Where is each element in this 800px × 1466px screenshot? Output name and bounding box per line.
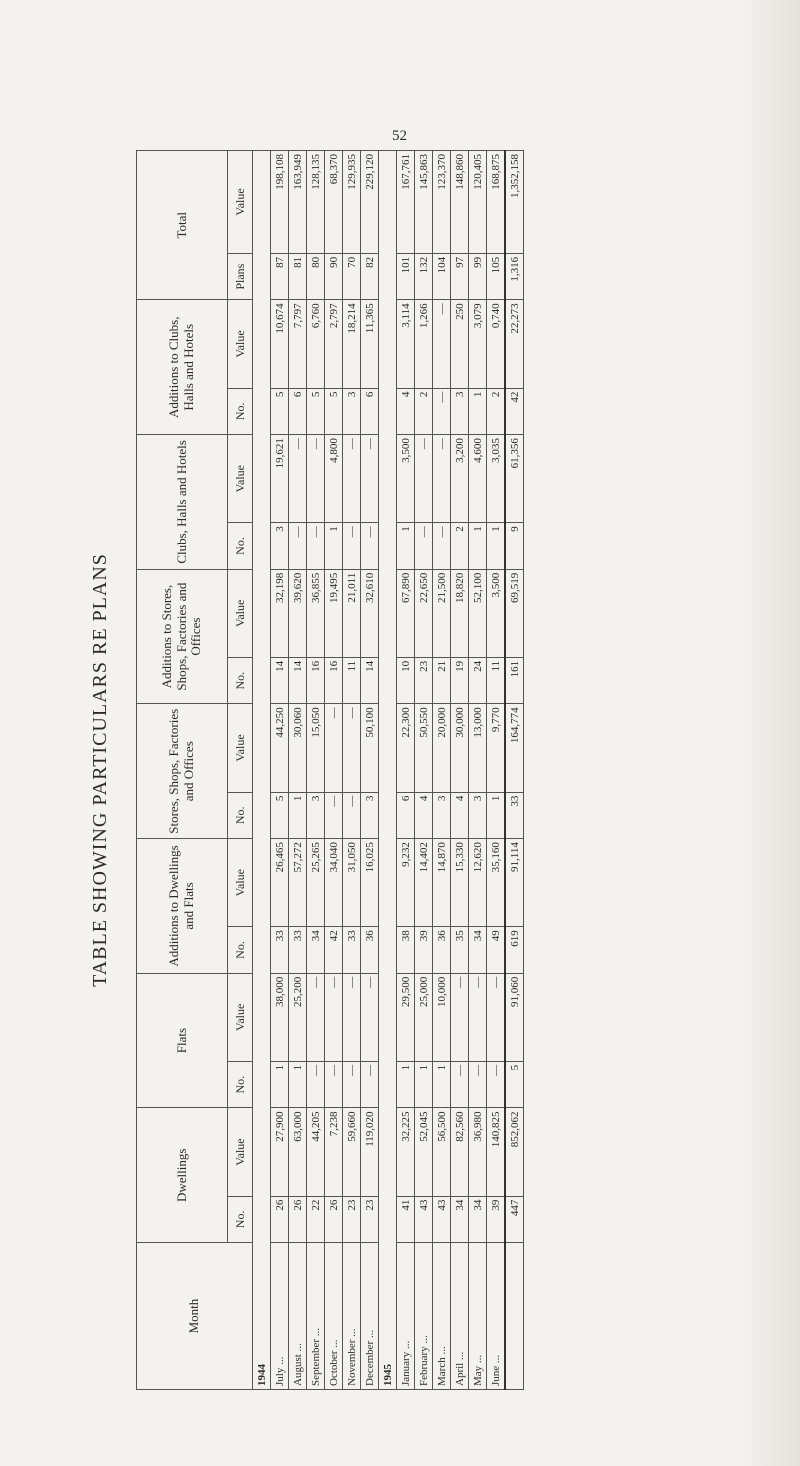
table-cell: 36 xyxy=(433,927,451,974)
table-cell: — xyxy=(469,973,487,1061)
table-cell: 3,114 xyxy=(397,300,415,388)
table-cell: 35 xyxy=(451,927,469,974)
table-cell: — xyxy=(451,1061,469,1108)
total-cell: 619 xyxy=(505,927,524,974)
table-cell: 23 xyxy=(361,1196,379,1243)
value-header: Value xyxy=(228,300,253,388)
total-cell: 69,519 xyxy=(505,569,524,657)
table-cell: — xyxy=(343,1061,361,1108)
table-cell: 18,214 xyxy=(343,300,361,388)
group-header: Dwellings xyxy=(137,1108,228,1243)
no-header: No. xyxy=(228,523,253,570)
table-cell: 30,060 xyxy=(289,704,307,792)
table-cell: 16,025 xyxy=(361,839,379,927)
table-cell: 250 xyxy=(451,300,469,388)
table-cell: 27,900 xyxy=(271,1108,289,1196)
table-cell: 70 xyxy=(343,253,361,300)
table-cell: — xyxy=(415,523,433,570)
total-cell: 9 xyxy=(505,523,524,570)
group-header: Clubs, Halls and Hotels xyxy=(137,435,228,570)
table-row xyxy=(415,151,433,1390)
table-cell: 16 xyxy=(325,657,343,704)
table-cell: — xyxy=(343,973,361,1061)
table-cell: — xyxy=(433,388,451,435)
month-cell: May ... xyxy=(469,1243,487,1390)
table-cell: 67,890 xyxy=(397,569,415,657)
table-cell: 229,120 xyxy=(361,151,379,254)
table-row xyxy=(487,151,506,1390)
table-cell: 82,560 xyxy=(451,1108,469,1196)
table-cell: 101 xyxy=(397,253,415,300)
table-cell: 1,266 xyxy=(415,300,433,388)
value-header: Value xyxy=(228,839,253,927)
page-edge-shadow xyxy=(740,0,800,1466)
no-header: No. xyxy=(228,657,253,704)
table-cell: 5 xyxy=(271,792,289,839)
table-cell: 7,238 xyxy=(325,1108,343,1196)
table-cell: 5 xyxy=(271,388,289,435)
table-cell: 5 xyxy=(307,388,325,435)
table-cell: 97 xyxy=(451,253,469,300)
table-cell: 26 xyxy=(325,1196,343,1243)
table-caption: TABLE SHOWING PARTICULARS RE PLANS xyxy=(89,553,111,987)
table-cell: — xyxy=(325,1061,343,1108)
table-cell: 49 xyxy=(487,927,506,974)
table-cell: 35,160 xyxy=(487,839,506,927)
total-cell: 33 xyxy=(505,792,524,839)
table-cell: 1 xyxy=(289,1061,307,1108)
total-cell: 5 xyxy=(505,1061,524,1108)
table-cell: — xyxy=(361,973,379,1061)
group-header: Additions to Clubs, Halls and Hotels xyxy=(137,300,228,435)
table-cell: 19,495 xyxy=(325,569,343,657)
table-cell: 26 xyxy=(271,1196,289,1243)
table-cell: 4,800 xyxy=(325,435,343,523)
table-cell: 3 xyxy=(433,792,451,839)
value-header: Value xyxy=(228,704,253,792)
table-cell: 80 xyxy=(307,253,325,300)
table-cell: 6 xyxy=(289,388,307,435)
rotated-table-wrapper xyxy=(80,150,720,1390)
table-cell: — xyxy=(361,523,379,570)
table-cell: 1 xyxy=(289,792,307,839)
table-cell: 39,620 xyxy=(289,569,307,657)
table-cell: 198,108 xyxy=(271,151,289,254)
table-cell: 32,225 xyxy=(397,1108,415,1196)
table-cell: 14,870 xyxy=(433,839,451,927)
table-cell: 15,050 xyxy=(307,704,325,792)
table-cell: 22 xyxy=(307,1196,325,1243)
no-header: No. xyxy=(228,1196,253,1243)
table-cell: — xyxy=(487,1061,506,1108)
table-cell: 63,000 xyxy=(289,1108,307,1196)
table-cell: 59,660 xyxy=(343,1108,361,1196)
table-row xyxy=(307,151,325,1390)
total-cell: 852,062 xyxy=(505,1108,524,1196)
table-cell: 33 xyxy=(343,927,361,974)
table-cell: 34 xyxy=(451,1196,469,1243)
table-cell: 145,863 xyxy=(415,151,433,254)
table-cell: 23 xyxy=(415,657,433,704)
table-cell: 29,500 xyxy=(397,973,415,1061)
table-cell: 4,600 xyxy=(469,435,487,523)
table-cell: 19 xyxy=(451,657,469,704)
table-cell: 19,621 xyxy=(271,435,289,523)
table-cell: 21 xyxy=(433,657,451,704)
group-header: Stores, Shops, Factories and Offices xyxy=(137,704,228,839)
table-cell: 36,980 xyxy=(469,1108,487,1196)
table-cell: — xyxy=(307,973,325,1061)
table-cell: 1 xyxy=(325,523,343,570)
table-cell: 32,198 xyxy=(271,569,289,657)
total-cell: 1,316 xyxy=(505,253,524,300)
table-cell: 11 xyxy=(487,657,506,704)
group-header: Flats xyxy=(137,973,228,1108)
table-cell: 5 xyxy=(325,388,343,435)
table-cell: 1 xyxy=(487,792,506,839)
table-cell: 3 xyxy=(451,388,469,435)
table-cell: 167,761 xyxy=(397,151,415,254)
table-cell: 1 xyxy=(397,523,415,570)
table-cell: 13,000 xyxy=(469,704,487,792)
table-cell: 1 xyxy=(415,1061,433,1108)
table-cell: 25,200 xyxy=(289,973,307,1061)
table-cell: 81 xyxy=(289,253,307,300)
table-cell: 1 xyxy=(397,1061,415,1108)
total-cell: 1,352,158 xyxy=(505,151,524,254)
table-cell: 4 xyxy=(415,792,433,839)
table-cell: 163,949 xyxy=(289,151,307,254)
table-cell: 14 xyxy=(361,657,379,704)
table-cell: 4 xyxy=(451,792,469,839)
table-cell: — xyxy=(433,523,451,570)
month-cell: June ... xyxy=(487,1243,506,1390)
table-cell: 21,500 xyxy=(433,569,451,657)
total-cell: 447 xyxy=(505,1196,524,1243)
table-row xyxy=(289,151,307,1390)
year-row xyxy=(253,151,271,1390)
total-cell: 61,356 xyxy=(505,435,524,523)
table-cell: 42 xyxy=(325,927,343,974)
table-cell: 36 xyxy=(361,927,379,974)
table-cell: — xyxy=(307,523,325,570)
table-cell: 6 xyxy=(397,792,415,839)
month-cell: April ... xyxy=(451,1243,469,1390)
table-cell: 39 xyxy=(487,1196,506,1243)
month-cell: July ... xyxy=(271,1243,289,1390)
table-row xyxy=(361,151,379,1390)
table-cell: — xyxy=(325,792,343,839)
table-cell: 11,365 xyxy=(361,300,379,388)
table-cell: 2 xyxy=(415,388,433,435)
table-cell: 25,265 xyxy=(307,839,325,927)
table-cell: — xyxy=(343,435,361,523)
totals-row xyxy=(505,151,524,1390)
value-header: Value xyxy=(228,435,253,523)
table-cell: 50,550 xyxy=(415,704,433,792)
table-cell: 14 xyxy=(271,657,289,704)
table-cell: 1 xyxy=(271,1061,289,1108)
month-cell: January ... xyxy=(397,1243,415,1390)
table-cell: 31,050 xyxy=(343,839,361,927)
table-cell: 6,760 xyxy=(307,300,325,388)
table-cell: 26 xyxy=(289,1196,307,1243)
table-cell: 1 xyxy=(469,388,487,435)
table-cell: 24 xyxy=(469,657,487,704)
table-cell: 3,035 xyxy=(487,435,506,523)
table-cell: — xyxy=(289,523,307,570)
table-cell: 33 xyxy=(271,927,289,974)
table-cell: — xyxy=(433,300,451,388)
table-row xyxy=(325,151,343,1390)
table-cell: 120,405 xyxy=(469,151,487,254)
table-cell: 2 xyxy=(487,388,506,435)
table-cell: — xyxy=(343,792,361,839)
table-cell: 44,205 xyxy=(307,1108,325,1196)
table-cell: 2,797 xyxy=(325,300,343,388)
table-cell: 21,011 xyxy=(343,569,361,657)
group-header: Additions to Stores, Shops, Factories and Offices xyxy=(137,569,228,704)
plans-header: Plans xyxy=(228,253,253,300)
table-cell: 129,935 xyxy=(343,151,361,254)
table-cell: 43 xyxy=(415,1196,433,1243)
table-cell: 34 xyxy=(469,927,487,974)
plans-table xyxy=(136,150,524,1390)
no-header: No. xyxy=(228,1061,253,1108)
table-cell: 22,650 xyxy=(415,569,433,657)
no-header: No. xyxy=(228,792,253,839)
table-cell: 87 xyxy=(271,253,289,300)
month-header: Month xyxy=(137,1243,253,1390)
table-row xyxy=(433,151,451,1390)
total-cell: 161 xyxy=(505,657,524,704)
table-cell: 14,402 xyxy=(415,839,433,927)
value-header: Value xyxy=(228,569,253,657)
month-cell: December ... xyxy=(361,1243,379,1390)
total-cell: 164,774 xyxy=(505,704,524,792)
table-cell: 128,135 xyxy=(307,151,325,254)
table-cell: 2 xyxy=(451,523,469,570)
year-row xyxy=(379,151,397,1390)
table-cell: 11 xyxy=(343,657,361,704)
total-cell: 91,114 xyxy=(505,839,524,927)
table-cell: 34 xyxy=(469,1196,487,1243)
month-cell: September ... xyxy=(307,1243,325,1390)
table-cell: 38,000 xyxy=(271,973,289,1061)
table-cell: 0,740 xyxy=(487,300,506,388)
table-cell: 3 xyxy=(343,388,361,435)
table-cell: 18,820 xyxy=(451,569,469,657)
table-cell: 1 xyxy=(469,523,487,570)
table-cell: 3 xyxy=(271,523,289,570)
table-cell: 50,100 xyxy=(361,704,379,792)
table-cell: 1 xyxy=(487,523,506,570)
table-cell: 105 xyxy=(487,253,506,300)
total-cell: 42 xyxy=(505,388,524,435)
month-cell: February ... xyxy=(415,1243,433,1390)
table-cell: 20,000 xyxy=(433,704,451,792)
table-row xyxy=(451,151,469,1390)
table-cell: 43 xyxy=(433,1196,451,1243)
table-cell: 90 xyxy=(325,253,343,300)
table-cell: 34 xyxy=(307,927,325,974)
table-cell: 38 xyxy=(397,927,415,974)
table-cell: 39 xyxy=(415,927,433,974)
month-cell: November ... xyxy=(343,1243,361,1390)
table-cell: 15,330 xyxy=(451,839,469,927)
table-cell: — xyxy=(469,1061,487,1108)
no-header: No. xyxy=(228,388,253,435)
page-number: 52 xyxy=(392,128,407,144)
table-cell: 3,200 xyxy=(451,435,469,523)
table-cell: 22,300 xyxy=(397,704,415,792)
table-cell: 32,610 xyxy=(361,569,379,657)
table-cell: 3 xyxy=(361,792,379,839)
table-cell: 10,674 xyxy=(271,300,289,388)
table-cell: 9,232 xyxy=(397,839,415,927)
table-cell: — xyxy=(307,1061,325,1108)
table-cell: — xyxy=(325,704,343,792)
table-cell: 3,500 xyxy=(397,435,415,523)
table-cell: 168,875 xyxy=(487,151,506,254)
table-cell: 14 xyxy=(289,657,307,704)
total-cell: 22,273 xyxy=(505,300,524,388)
table-cell: 26,465 xyxy=(271,839,289,927)
month-cell: August ... xyxy=(289,1243,307,1390)
table-cell: 7,797 xyxy=(289,300,307,388)
table-cell: 3 xyxy=(307,792,325,839)
table-cell: 104 xyxy=(433,253,451,300)
table-cell: 3,079 xyxy=(469,300,487,388)
table-cell: 123,370 xyxy=(433,151,451,254)
table-cell: 99 xyxy=(469,253,487,300)
table-cell: 33 xyxy=(289,927,307,974)
table-cell: 9,770 xyxy=(487,704,506,792)
table-cell: 52,045 xyxy=(415,1108,433,1196)
group-header: Total xyxy=(137,151,228,300)
table-cell: 82 xyxy=(361,253,379,300)
table-cell: 44,250 xyxy=(271,704,289,792)
table-cell: 148,860 xyxy=(451,151,469,254)
table-cell: — xyxy=(343,704,361,792)
table-cell: — xyxy=(415,435,433,523)
table-cell: 23 xyxy=(343,1196,361,1243)
value-header: Value xyxy=(228,1108,253,1196)
month-cell: March ... xyxy=(433,1243,451,1390)
table-row xyxy=(397,151,415,1390)
table-row xyxy=(343,151,361,1390)
table-body xyxy=(253,151,524,1390)
table-cell: — xyxy=(289,435,307,523)
table-cell: — xyxy=(487,973,506,1061)
table-cell: 57,272 xyxy=(289,839,307,927)
table-cell: 25,000 xyxy=(415,973,433,1061)
group-header-row xyxy=(137,151,228,1390)
table-cell: 16 xyxy=(307,657,325,704)
table-cell: 132 xyxy=(415,253,433,300)
group-header: Additions to Dwellings and Flats xyxy=(137,839,228,974)
table-cell: 10 xyxy=(397,657,415,704)
table-cell: — xyxy=(325,973,343,1061)
table-cell: 56,500 xyxy=(433,1108,451,1196)
no-header: No. xyxy=(228,927,253,974)
table-cell: 3 xyxy=(469,792,487,839)
table-cell: 30,000 xyxy=(451,704,469,792)
value-header: Value xyxy=(228,973,253,1061)
table-cell: — xyxy=(433,435,451,523)
table-cell: — xyxy=(451,973,469,1061)
table-cell: 52,100 xyxy=(469,569,487,657)
sub-header-row xyxy=(228,151,253,1390)
table-cell: 1 xyxy=(433,1061,451,1108)
table-cell: 140,825 xyxy=(487,1108,506,1196)
table-cell: 12,620 xyxy=(469,839,487,927)
table-cell: 34,040 xyxy=(325,839,343,927)
table-row xyxy=(469,151,487,1390)
year-label: 1945 xyxy=(379,151,397,1390)
total-cell: 91,060 xyxy=(505,973,524,1061)
table-cell: — xyxy=(307,435,325,523)
month-cell: October ... xyxy=(325,1243,343,1390)
table-cell: 119,020 xyxy=(361,1108,379,1196)
table-cell: — xyxy=(343,523,361,570)
table-cell: — xyxy=(361,1061,379,1108)
year-label: 1944 xyxy=(253,151,271,1390)
table-cell: 36,855 xyxy=(307,569,325,657)
table-cell: 3,500 xyxy=(487,569,506,657)
table-cell: — xyxy=(361,435,379,523)
value-header: Value xyxy=(228,151,253,254)
table-cell: 68,370 xyxy=(325,151,343,254)
table-cell: 41 xyxy=(397,1196,415,1243)
totals-label-cell xyxy=(505,1243,524,1390)
table-cell: 10,000 xyxy=(433,973,451,1061)
table-cell: 6 xyxy=(361,388,379,435)
table-row xyxy=(271,151,289,1390)
table-cell: 4 xyxy=(397,388,415,435)
